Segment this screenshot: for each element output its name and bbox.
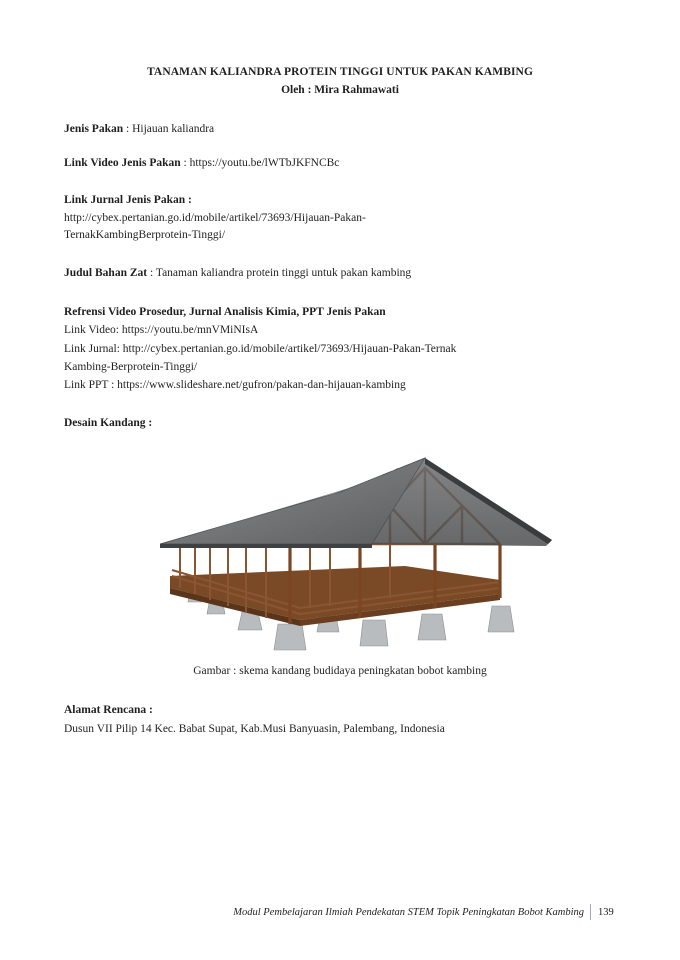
- jenis-pakan-value: : Hijauan kaliandra: [123, 123, 215, 135]
- footer-divider: [590, 904, 591, 920]
- figure-caption: Gambar : skema kandang budidaya peningkatan bobot kambing: [193, 665, 487, 677]
- referensi-ppt-link[interactable]: Link PPT : https://www.slideshare.net/gufron/pakan-dan-hijauan-kambing: [64, 379, 406, 391]
- page-number: 139: [598, 907, 614, 918]
- document-author: Oleh : Mira Rahmawati: [281, 84, 399, 96]
- jenis-pakan-row: [64, 122, 214, 137]
- judul-bahan-value: : Tanaman kaliandra protein tinggi untuk pakan kambing: [147, 267, 412, 279]
- footer-text: Modul Pembelajaran Ilmiah Pendekatan STEM Topik Peningkatan Bobot Kambing: [233, 907, 584, 918]
- judul-bahan-row: [64, 266, 411, 281]
- desain-kandang-label: Desain Kandang :: [64, 417, 153, 429]
- link-jurnal-url-line1[interactable]: http://cybex.pertanian.go.id/mobile/artikel/73693/Hijauan-Pakan-: [64, 212, 366, 224]
- referensi-jurnal-link-line1[interactable]: Link Jurnal: http://cybex.pertanian.go.id/mobile/artikel/73693/Hijauan-Pakan-Ternak: [64, 343, 457, 355]
- goat-barn-illustration: [150, 448, 560, 658]
- link-video-row: [64, 156, 339, 171]
- jenis-pakan-label: Jenis Pakan: [64, 123, 124, 135]
- link-video-label: Link Video Jenis Pakan: [64, 157, 181, 169]
- referensi-label: Refrensi Video Prosedur, Jurnal Analisis Kimia, PPT Jenis Pakan: [64, 306, 386, 318]
- document-title: TANAMAN KALIANDRA PROTEIN TINGGI UNTUK PAKAN KAMBING: [147, 66, 533, 78]
- link-jurnal-label: Link Jurnal Jenis Pakan :: [64, 194, 192, 206]
- alamat-label: Alamat Rencana :: [64, 704, 153, 716]
- judul-bahan-label: Judul Bahan Zat: [64, 267, 148, 279]
- alamat-value: Dusun VII Pilip 14 Kec. Babat Supat, Kab.Musi Banyuasin, Palembang, Indonesia: [64, 723, 445, 735]
- referensi-video-link[interactable]: Link Video: https://youtu.be/mnVMiNIsA: [64, 324, 259, 336]
- link-video-value[interactable]: : https://youtu.be/lWTbJKFNCBc: [180, 157, 340, 169]
- link-jurnal-url-line2[interactable]: TernakKambingBerprotein-Tinggi/: [64, 229, 226, 241]
- referensi-jurnal-link-line2[interactable]: Kambing-Berprotein-Tinggi/: [64, 361, 198, 373]
